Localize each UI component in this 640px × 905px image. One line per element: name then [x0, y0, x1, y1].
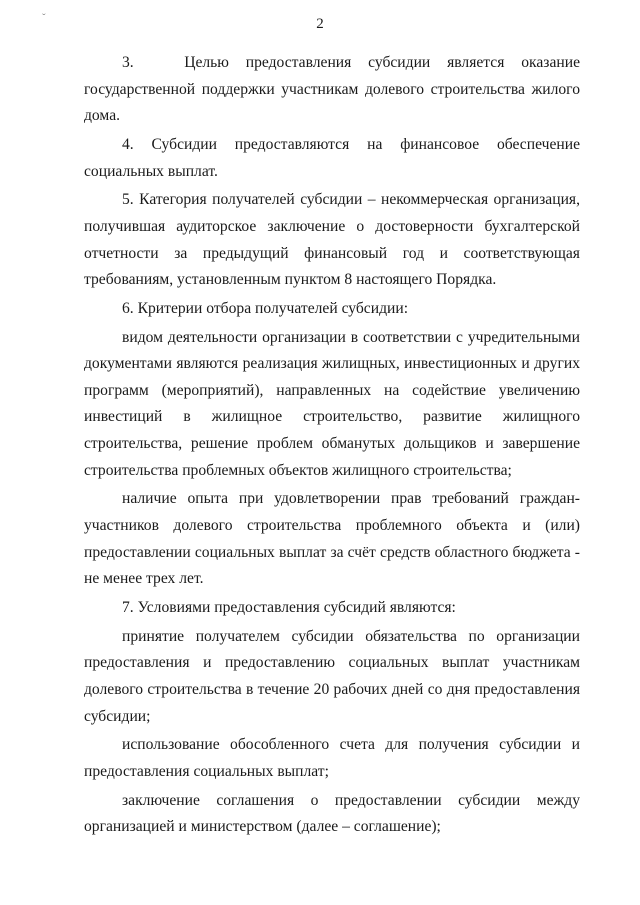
- condition-obligation: принятие получателем субсидии обязательства по организации предоставления и предоставлению социальных выплат участникам долевого строительства в течение 20 рабочих дней со дня предоставления субсидии;: [84, 627, 580, 725]
- document-body: [84, 50, 580, 841]
- paragraph-4-funding: 4. Субсидии предоставляются на финансовое обеспечение социальных выплат.: [84, 135, 580, 180]
- criteria-activity: видом деятельности организации в соответствии с учредительными документами являются реализация жилищных, инвестиционных и других программ (мероприятий), направленных на содействие увеличению инвестиций в жилищное строительство, развитие жилищного строительства, решение проблем обманутых дольщиков и завершение строительства проблемных объектов жилищного строительства;: [84, 328, 580, 479]
- criteria-experience: наличие опыта при удовлетворении прав требований граждан-участников долевого строительства проблемного объекта и (или) предоставлении социальных выплат за счёт средств областного бюджета - не менее трех лет.: [84, 490, 580, 588]
- scan-mark: ˇ: [42, 12, 46, 24]
- paragraph-5-recipients: 5. Категория получателей субсидии – некоммерческая организация, получившая аудиторское заключение о достоверности бухгалтерской отчетности за предыдущий финансовый год и соответствующая требованиям, установленным пунктом 8 настоящего Порядка.: [84, 191, 580, 289]
- paragraph-7-conditions-heading: 7. Условиями предоставления субсидий являются:: [122, 599, 456, 616]
- condition-agreement: заключение соглашения о предоставлении субсидии между организацией и министерством (далее – соглашение);: [84, 791, 580, 836]
- paragraph-6-criteria-heading: 6. Критерии отбора получателей субсидии:: [122, 299, 409, 317]
- paragraph-3-purpose: 3. Целью предоставления субсидии является оказание государственной поддержки участникам долевого строительства жилого дома.: [84, 54, 580, 125]
- condition-separate-account: использование обособленного счета для получения субсидии и предоставления социальных выплат;: [84, 736, 580, 780]
- page-number: 2: [316, 16, 324, 32]
